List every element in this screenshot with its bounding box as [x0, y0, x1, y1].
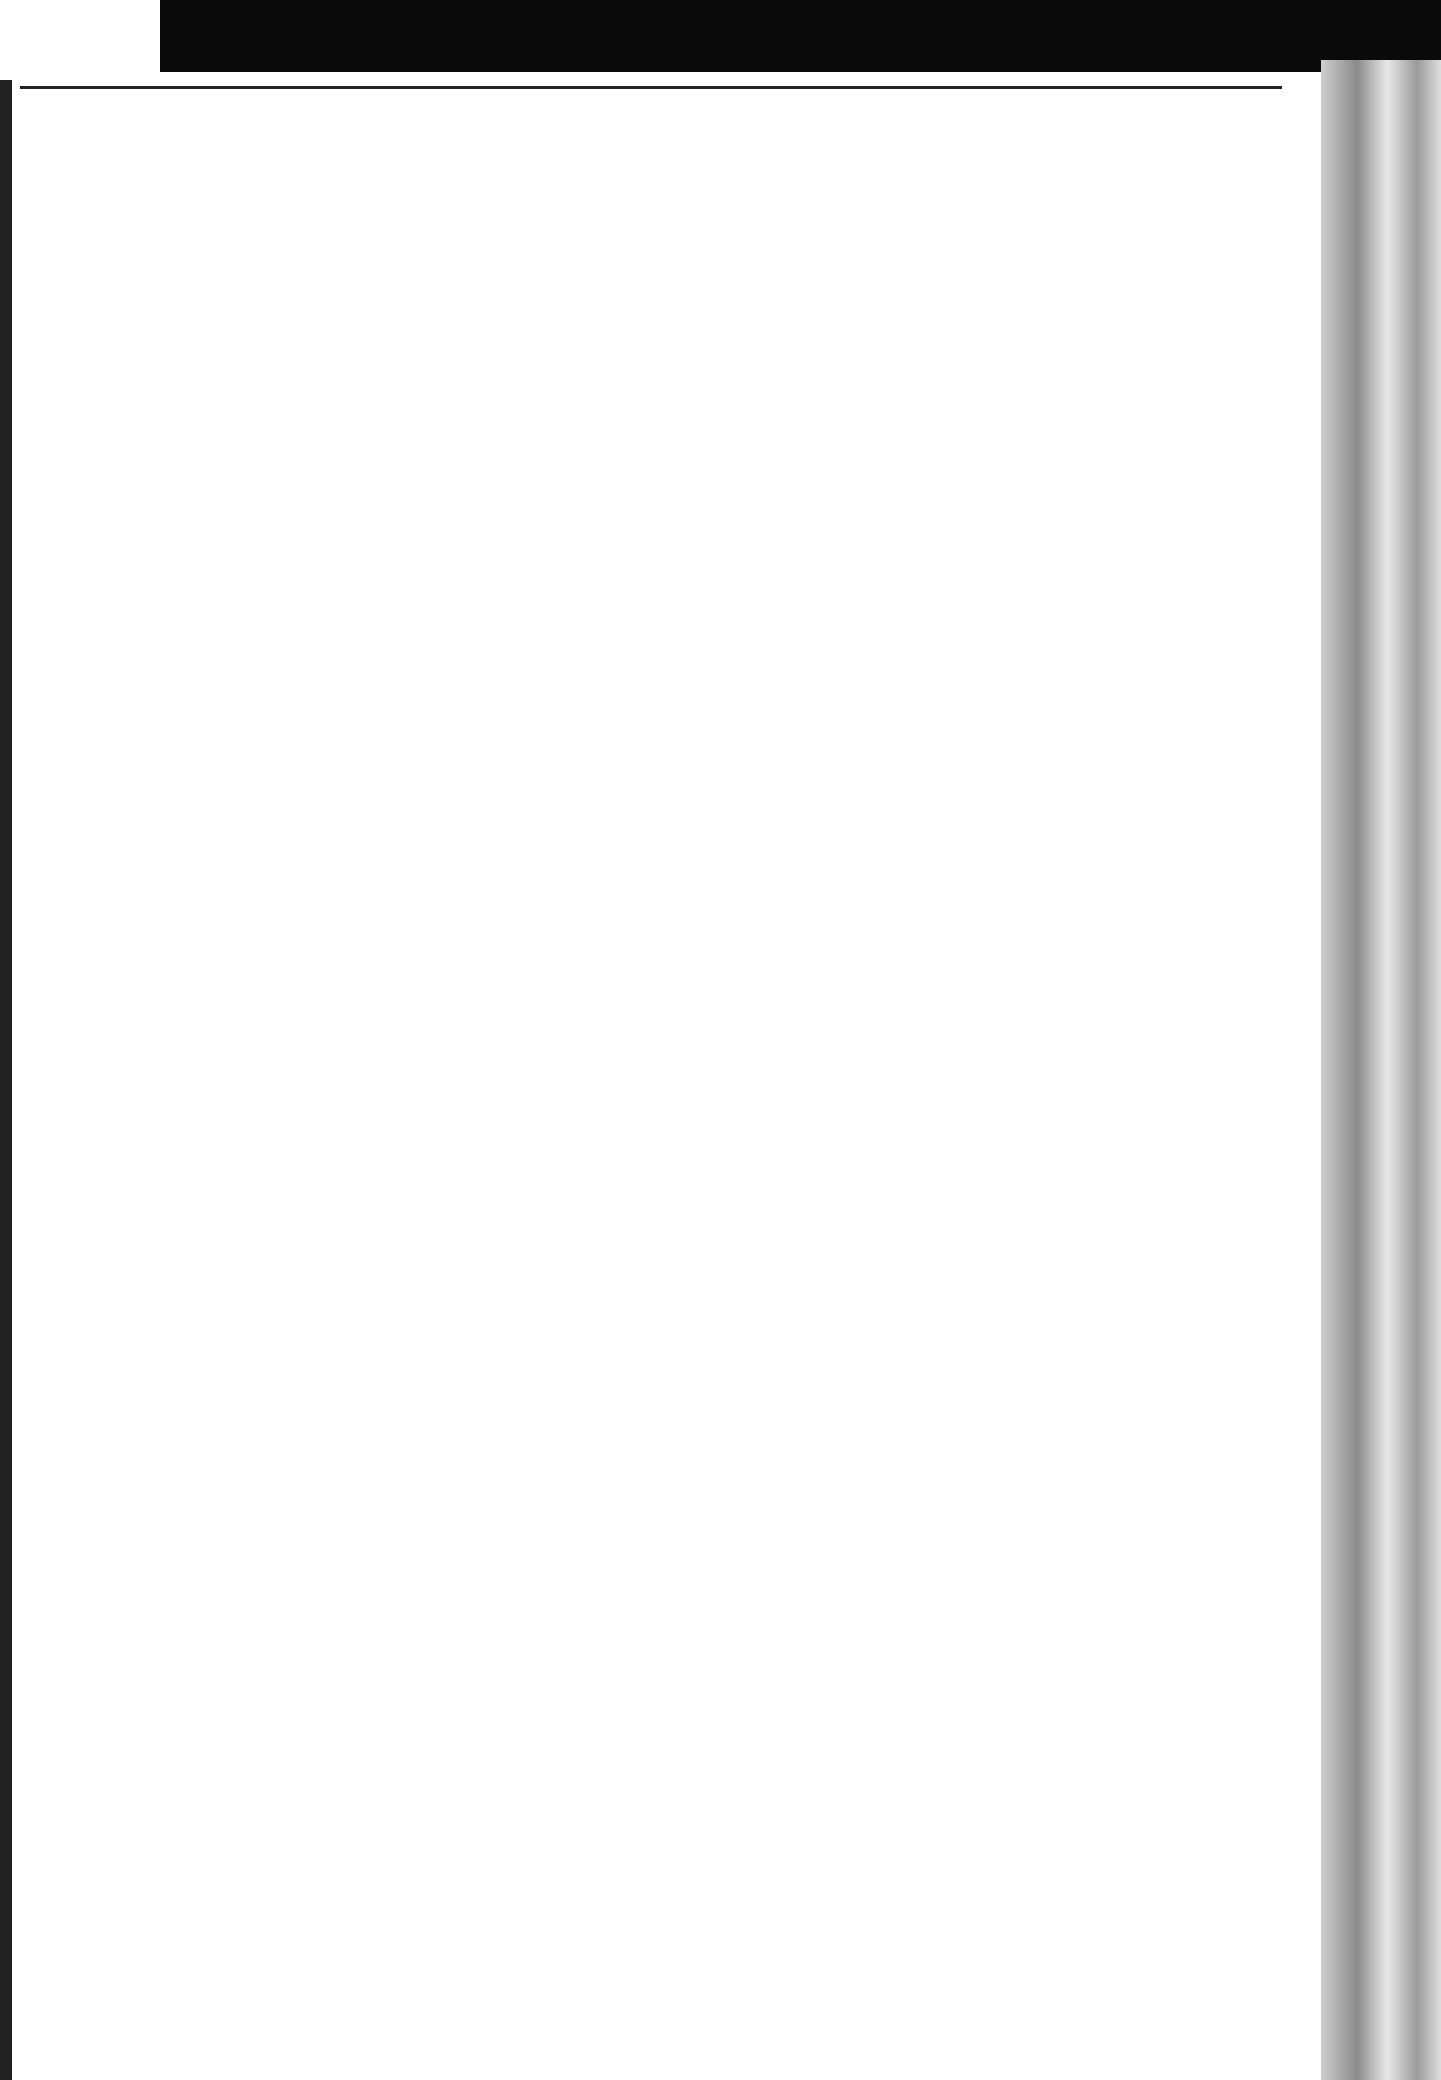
scan-binding-right [1321, 60, 1441, 2080]
document-page [20, 86, 1282, 2059]
scan-border-left [0, 80, 12, 2080]
scan-border-top [160, 0, 1441, 72]
